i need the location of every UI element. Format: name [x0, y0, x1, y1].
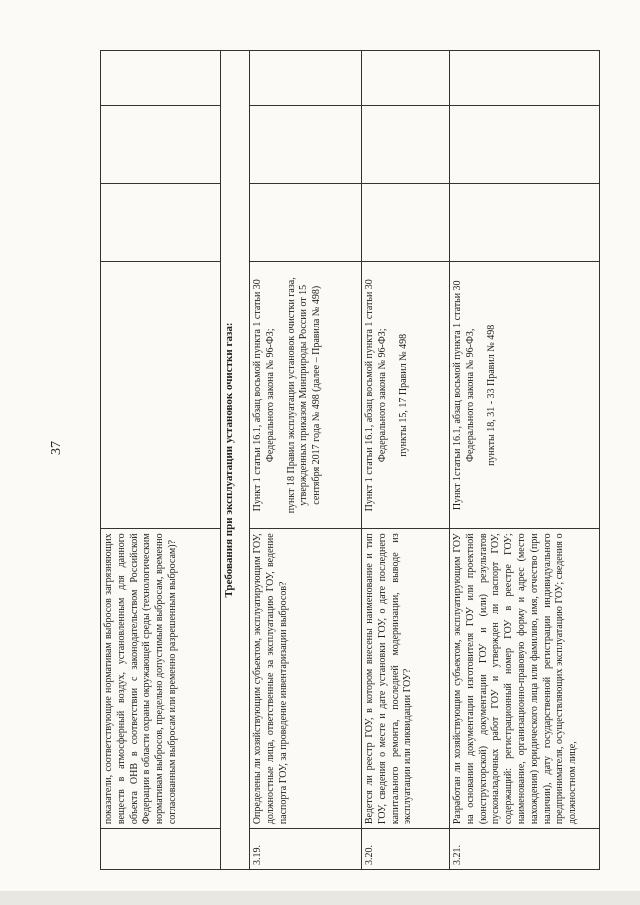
row-number: 3.19. — [250, 829, 362, 870]
row-reference — [101, 262, 221, 529]
reference-part-2: пункты 18, 31 - 33 Правил № 498 — [485, 324, 497, 466]
empty-cell — [362, 105, 450, 183]
row-question: показатели, соответствующие нормативам выбросов загрязняющих веществ в атмосферный воздух, установленным для данного объекта ОНВ в соответствии с законодательством Российской Федерации в области охраны окружающей среды (технологическим нормативам выбросов, предельно допустимым выбросам, временно согласованным выбросам или временно разрешенным выбросам)? — [101, 529, 221, 829]
reference-part-1: Пункт 1 статьи 16.1, абзац восьмой пункта 1 статьи 30 Федерального закона № 96-ФЗ; — [364, 279, 388, 512]
empty-cell — [362, 51, 450, 106]
empty-cell — [250, 184, 362, 262]
row-number: 3.21. — [450, 829, 600, 870]
row-question: Ведется ли реестр ГОУ, в котором внесены наименование и тип ГОУ, сведения о месте и дате установки ГОУ, о дате последнего капитального ремонта, последней модернизации, выводе из эксплуатации или ликвидации ГОУ? — [362, 529, 450, 829]
table-row — [450, 51, 600, 870]
scan-bottom-edge — [0, 891, 640, 905]
reference-part-1: Пункт 1 статьи 16.1, абзац восьмой пункта 1 статьи 30 Федерального закона № 96-ФЗ; — [252, 279, 276, 512]
requirements-table — [100, 50, 600, 870]
table-row — [362, 51, 450, 870]
reference-part-2: пункты 15, 17 Правил № 498 — [397, 333, 409, 457]
table-row — [101, 51, 221, 870]
reference-part-1: Пункт 1статьи 16.1, абзац восьмой пункта 1 статьи 30 Федерального закона № 96-ФЗ, — [452, 280, 476, 511]
empty-cell — [250, 105, 362, 183]
empty-cell — [101, 105, 221, 183]
page-number: 37 — [49, 441, 64, 455]
reference-part-2: пункт 18 Правил эксплуатации установок очистки газа, утвержденных приказом Минприроды России от 15 сентября 2017 года № 498 (далее – Правила № 498) — [285, 277, 323, 514]
rotated-table-wrapper — [100, 50, 600, 870]
row-question: Определены ли хозяйствующим субъектом, эксплуатирующим ГОУ, должностные лица, ответственные за эксплуатацию ГОУ, ведение паспорта ГОУ, за проведение инвентаризации выбросов? — [250, 529, 362, 829]
row-reference — [362, 262, 450, 529]
empty-cell — [250, 51, 362, 106]
empty-cell — [450, 105, 600, 183]
section-header-row — [221, 51, 250, 870]
row-reference — [450, 262, 600, 529]
section-header: Требования при эксплуатации установок очистки газа: — [221, 51, 250, 870]
empty-cell — [362, 184, 450, 262]
empty-cell — [450, 184, 600, 262]
empty-cell — [101, 184, 221, 262]
table-row — [250, 51, 362, 870]
row-reference — [250, 262, 362, 529]
empty-cell — [450, 51, 600, 106]
empty-cell — [101, 51, 221, 106]
row-number: 3.20. — [362, 829, 450, 870]
row-number — [101, 829, 221, 870]
row-question: Разработан ли хозяйствующим субъектом, эксплуатирующим ГОУ на основании документации изготовителя ГОУ или проектной (конструкторской) документации ГОУ и (или) результатов пусконаладочных работ ГОУ и утвержден ли паспорт ГОУ, содержащий: регистрационный номер ГОУ в реестре ГОУ; наименование, организационно-правовую форму и адрес (место нахождения) юридического лица или фамилию, имя, отчество (при наличии), дату государственной регистрации индивидуального предпринимателя, осуществляющих эксплуатацию ГОУ; сведения о должностном лице, — [450, 529, 600, 829]
